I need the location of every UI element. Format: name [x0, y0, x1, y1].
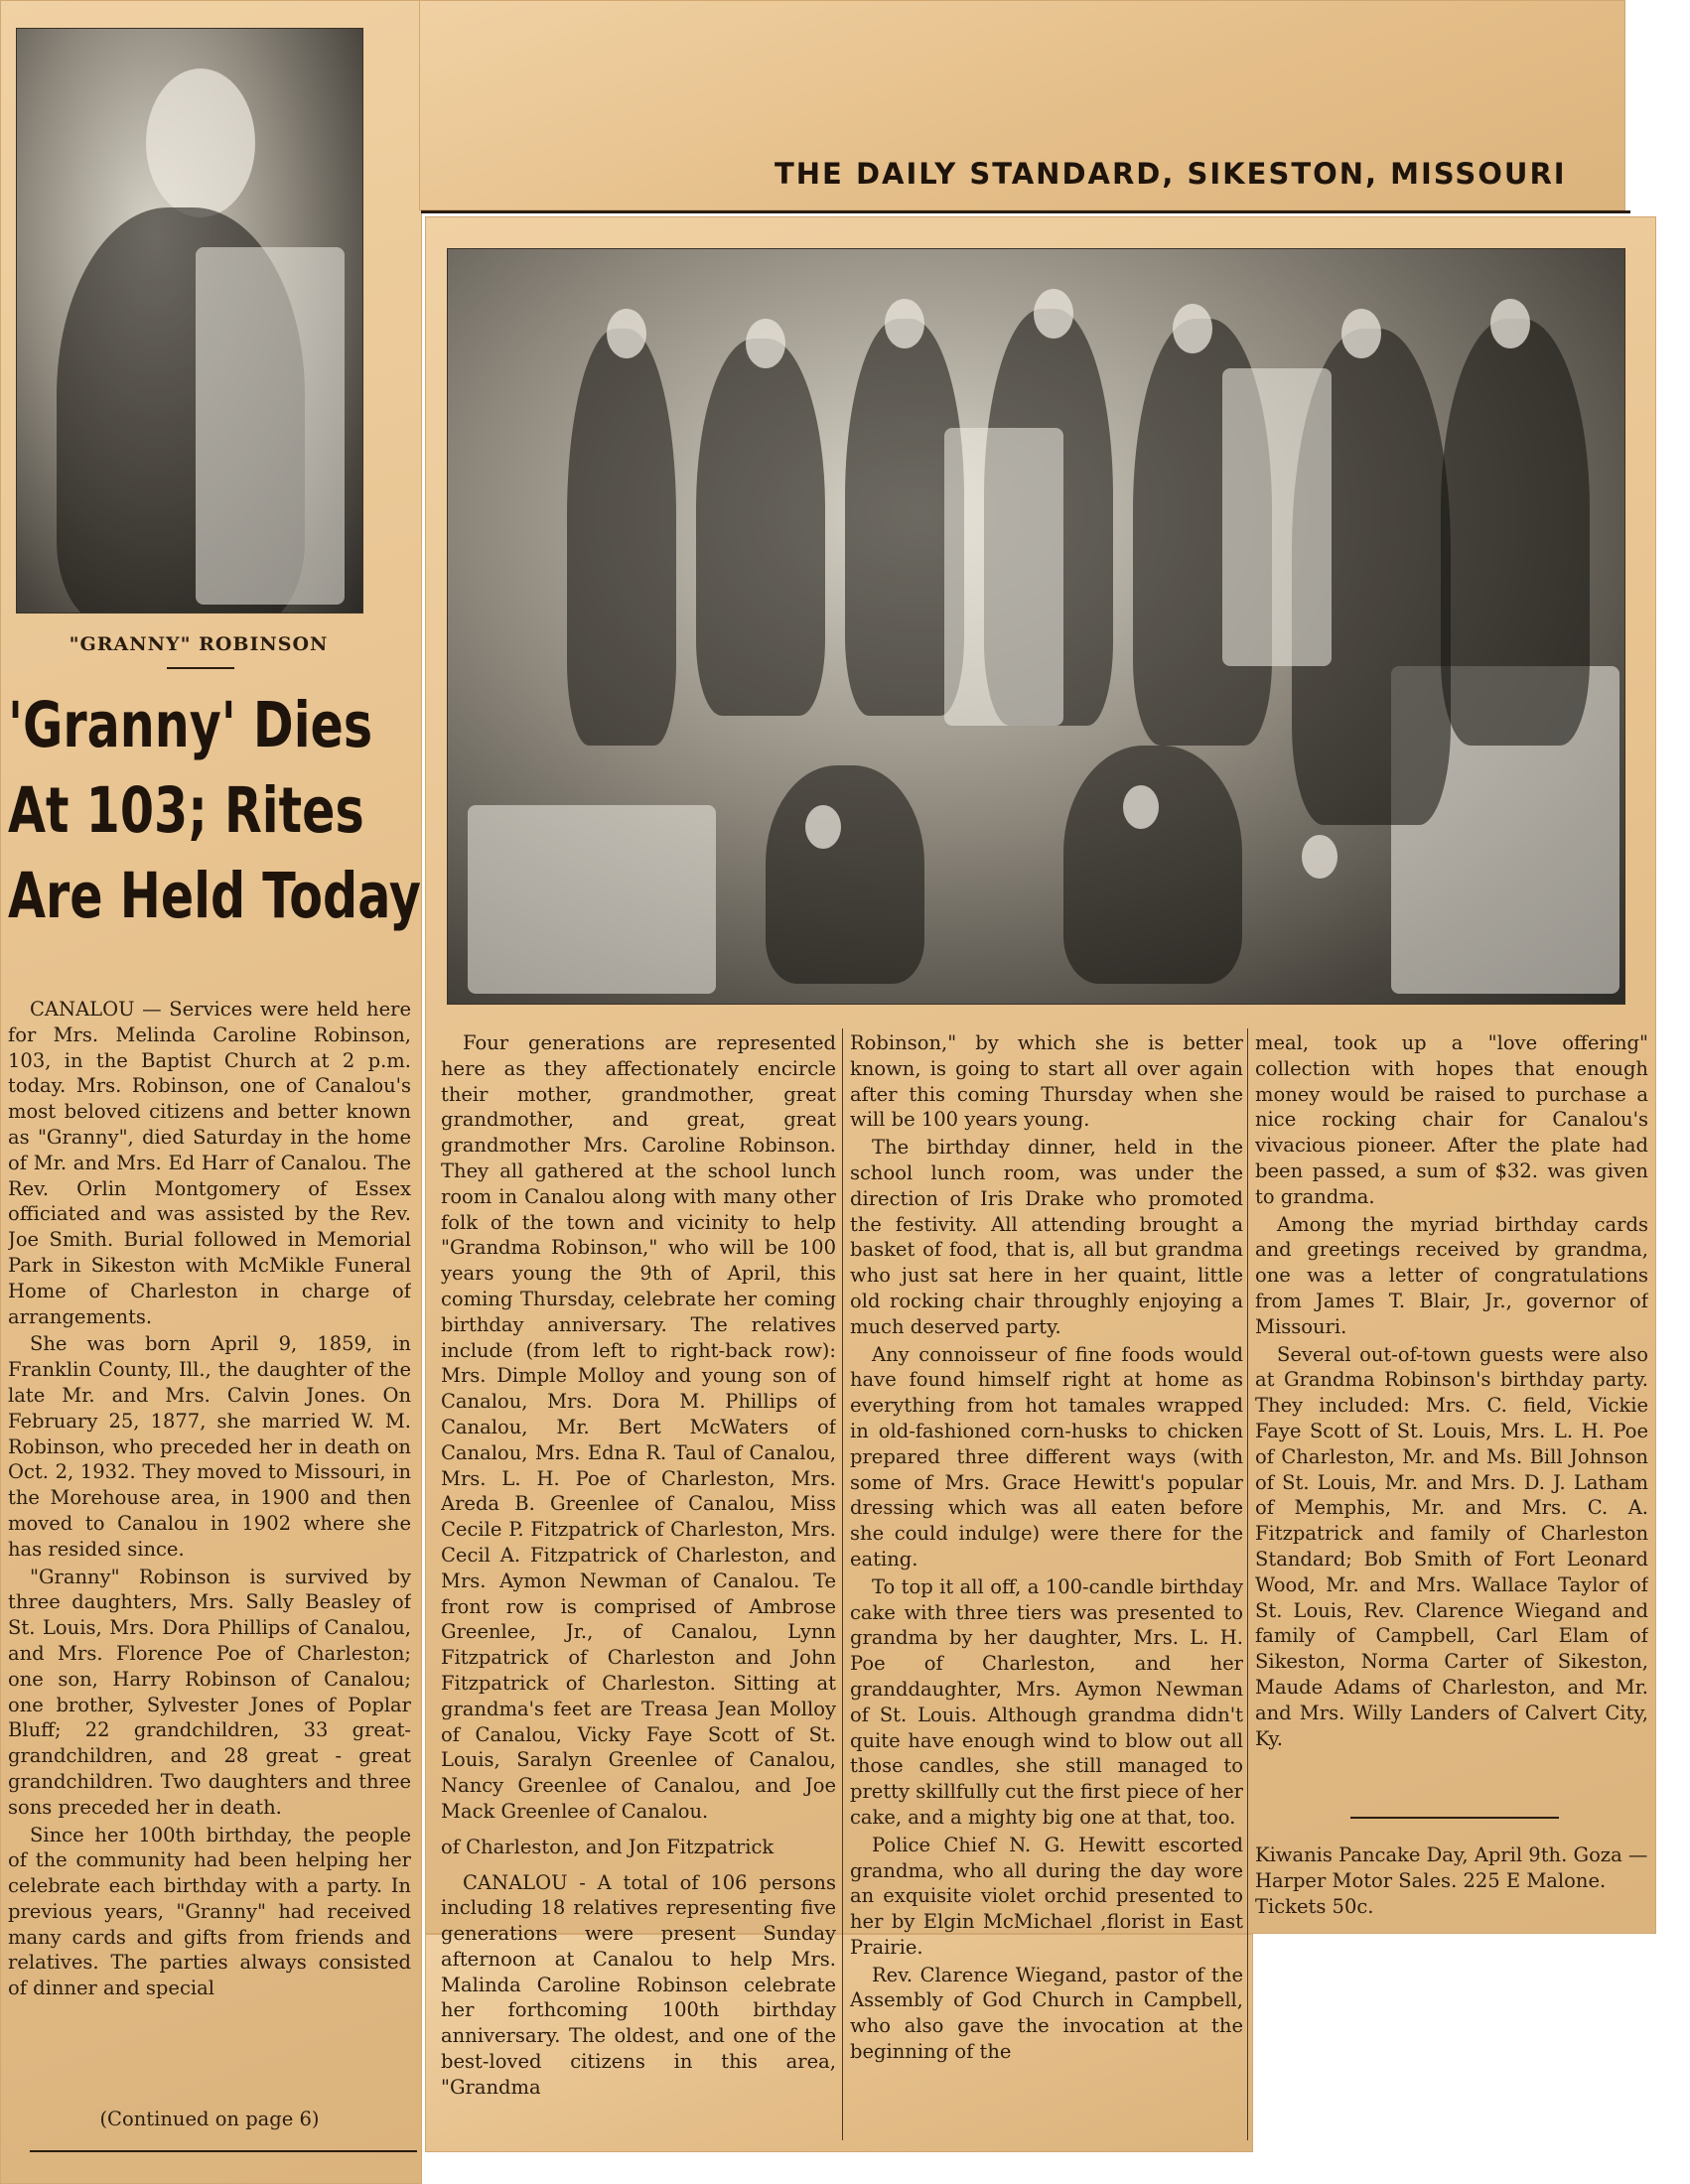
paragraph: Robinson," by which she is better known, is going to start all over again after this coming Thursday when she will be 100 years young.: [850, 1031, 1243, 1132]
obituary-text: [8, 997, 411, 2099]
paragraph: Several out-of-town guests were also at Grandma Robinson's birthday party. They included: Mrs. C. field, Vickie Faye Scott of St. Louis, Mrs. L. H. Poe of Charleston, Mr. and Ms. Bill Johnson of St. Louis, Mr. and Mrs. D. J. Latham of Memphis, Mr. and Mrs. C. A. Fitzpatrick and family of Charleston Standard; Bob Smith of Fort Leonard Wood, Mr. and Mrs. Wallace Taylor of St. Louis, Rev. Clarence Wiegand and family of Campbell, Carl Elam of Sikeston, Norma Carter of Sikeston, Maude Adams of Charleston, and Mr. and Mrs. Willy Landers of Calvert City, Ky.: [1255, 1342, 1648, 1750]
column-rule: [842, 1028, 843, 2140]
headline-line: At 103; Rites: [8, 774, 364, 847]
headline-line: Are Held Today: [8, 860, 421, 932]
paragraph: Among the myriad birthday cards and greetings received by grandma, one was a letter of congratulations from James T. Blair, Jr., governor of Missouri.: [1255, 1212, 1648, 1338]
headline-line: 'Granny' Dies: [8, 689, 373, 761]
paragraph: She was born April 9, 1859, in Franklin County, Ill., the daughter of the late Mr. and Mrs. Calvin Jones. On February 25, 1877, she married W. M. Robinson, who preceded her in death on Oct. 2, 1932. They moved to Missouri, in the Morehouse area, in 1900 and then moved to Canalou in 1902 where she has resided since.: [8, 1332, 411, 1561]
article-column-1: [441, 1030, 836, 2138]
granny-portrait-photo: [16, 28, 363, 614]
masthead-rule: [421, 210, 1630, 213]
caption-rule: [167, 667, 234, 669]
paragraph: CANALOU — Services were held here for Mrs. Melinda Caroline Robinson, 103, in the Baptist Church at 2 p.m. today. Mrs. Robinson, one of Canalou's most beloved citizens and better known as "Granny", died Saturday in the home of Mr. and Mrs. Ed Harr of Canalou. The Rev. Orlin Montgomery of Essex officiated and was assisted by the Rev. Joe Smith. Burial followed in Memorial Park in Sikeston with McMikle Funeral Home of Charleston in charge of arrangements.: [8, 998, 411, 1328]
article-column-3: [1255, 1030, 1648, 1785]
paragraph: of Charleston, and Jon Fitzpatrick: [441, 1835, 775, 1858]
photo-caption: "GRANNY" ROBINSON: [69, 633, 329, 655]
paragraph: Since her 100th birthday, the people of the community had been helping her celebrate each birthday with a party. In previous years, "Granny" had received many cards and gifts from friends and relatives. The parties always consisted of dinner and special: [8, 1823, 411, 2000]
family-group-photo: [447, 248, 1625, 1005]
paragraph: Police Chief N. G. Hewitt escorted grandma, who all during the day wore an exquisite violet orchid presented to her by Elgin McMichael ,florist in East Prairie.: [850, 1833, 1243, 1959]
paragraph: To top it all off, a 100-candle birthday cake with three tiers was presented to grandma by her daughter, Mrs. L. H. Poe of Charleston, and her granddaughter, Mrs. Aymon Newman of St. Louis. Although grandma didn't quite have enough wind to blow out all those candles, she still managed to pretty skillfully cut the first piece of her cake, and a mighty big one at that, too.: [850, 1574, 1243, 1829]
paragraph: The birthday dinner, held in the school lunch room, was under the direction of Iris Drake who promoted the festivity. All attending brought a basket of food, that is, all but grandma who just sat here in her quaint, little old rocking chair throughly enjoying a much deserved party.: [850, 1136, 1243, 1338]
column-rule: [1247, 1028, 1248, 2140]
masthead: THE DAILY STANDARD, SIKESTON, MISSOURI: [775, 157, 1567, 191]
ad-divider: [1350, 1817, 1559, 1819]
paragraph: Four generations are represented here as they affectionately encircle their mother, grandmother, great grandmother, and great, great grandmother Mrs. Caroline Robinson. They all gathered at the school lunch room in Canalou along with many other folk of the town and vicinity to help "Grandma Robinson," who will be 100 years young the 9th of April, this coming Thursday, celebrate her coming birthday anniversary. The relatives include (from left to right-back row): Mrs. Dimple Molloy and young son of Canalou, Mrs. Dora M. Phillips of Canalou, Mr. Bert McWaters of Canalou, Mrs. Edna R. Taul of Canalou, Mrs. L. H. Poe of Charleston, Mrs. Areda B. Greenlee of Canalou, Miss Cecile P. Fitzpatrick of Charleston, Mrs. Cecil A. Fitzpatrick of Charleston, and Mrs. Aymon Newman of Canalou. Te front row is comprised of Ambrose Greenlee, Jr., of Canalou, Lynn Fitzpatrick of Charleston and John Fitzpatrick of Charleston. Sitting at grandma's feet are Treasa Jean Molloy of Canalou, Vicky Faye Scott of St. Louis, Saralyn Greenlee of Canalou, Nancy Greenlee of Canalou, and Joe Mack Greenlee of Canalou.: [441, 1031, 836, 1823]
paragraph: Rev. Clarence Wiegand, pastor of the Assembly of God Church in Campbell, who also gave the invocation at the beginning of the: [850, 1963, 1243, 2064]
paragraph: Any connoisseur of fine foods would have found himself right at home as everything from hot tamales wrapped in old-fashioned corn-husks to chicken prepared three different ways (with some of Mrs. Grace Hewitt's popular dressing which was all eaten before she could indulge) were there for the eating.: [850, 1342, 1243, 1570]
headline: [8, 683, 421, 939]
continued-note: (Continued on page 6): [99, 2108, 320, 2130]
paragraph: "Granny" Robinson is survived by three daughters, Mrs. Sally Beasley of St. Louis, Mrs. Dora Phillips of Canalou, and Mrs. Florence Poe of Charleston; one son, Harry Robinson of Canalou; one brother, Sylvester Jones of Poplar Bluff; 22 grandchildren, 33 great-grandchildren, and 28 great - great grandchildren. Two daughters and three sons preceded her in death.: [8, 1565, 411, 1819]
article-column-2: [850, 1030, 1243, 2138]
bottom-box-rule: [30, 2150, 417, 2152]
paragraph: CANALOU - A total of 106 persons including 18 relatives representing five generations were present Sunday afternoon at Canalou to help Mrs. Malinda Caroline Robinson celebrate her forthcoming 100th birthday anniversary. The oldest, and one of the best-loved citizens in this area, "Grandma: [441, 1870, 836, 2099]
kiwanis-ad: Kiwanis Pancake Day, April 9th. Goza — Harper Motor Sales. 225 E Malone. Tickets 50c.: [1255, 1843, 1648, 1918]
paragraph: meal, took up a "love offering" collection with hopes that enough money would be raised to purchase a nice rocking chair for Canalou's vivacious pioneer. After the plate had been passed, a sum of $32. was given to grandma.: [1255, 1031, 1648, 1208]
